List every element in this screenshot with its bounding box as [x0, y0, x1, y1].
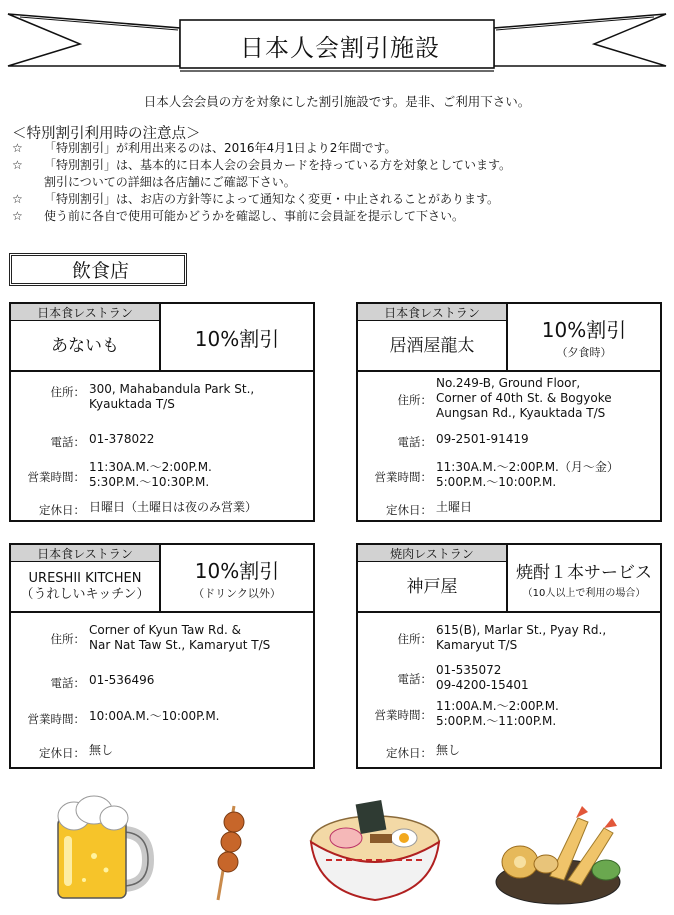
notes-list: [12, 140, 511, 225]
shop-closed-day: 無し: [436, 743, 461, 757]
note-item-continuation: 割引についての詳細は各店舗にご確認下さい。: [44, 175, 296, 189]
note-item: ☆ 「特別割引」が利用出来るのは、2016年4月1日より2年間です。: [12, 141, 397, 155]
closed-label: 定休日：: [39, 503, 85, 517]
shop-address: 615(B), Marlar St., Pyay Rd., Kamaryut T/S: [436, 623, 607, 652]
address-label: 住所：: [50, 632, 85, 646]
section-label-restaurants: 飲食店: [9, 253, 187, 286]
shop-closed-day: 土曜日: [436, 500, 473, 514]
shop-name: 居酒屋龍太: [389, 335, 475, 356]
shop-phone: 01-536496: [89, 673, 155, 687]
shop-phone: 01-535072 09-4200-15401: [436, 663, 529, 692]
phone-label: 電話：: [50, 435, 85, 449]
shop-hours: 10:00A.M.～10:00P.M.: [89, 709, 220, 723]
page-title: 日本人会割引施設: [240, 33, 440, 62]
star-icon: ☆: [12, 141, 23, 155]
shop-card-anaimo: [9, 302, 315, 522]
hours-label: 営業時間：: [374, 708, 432, 722]
shop-discount: 10%割引: [541, 318, 627, 342]
shop-category: 日本食レストラン: [11, 545, 159, 562]
shop-phone: 01-378022: [89, 432, 155, 446]
phone-label: 電話：: [397, 435, 432, 449]
shop-discount-note: （ドリンク以外）: [193, 587, 281, 600]
shop-discount: 10%割引: [194, 559, 280, 583]
shop-address: No.249-B, Ground Floor, Corner of 40th St. & Bogyoke Aungsan Rd., Kyauktada T/S: [436, 376, 612, 420]
shop-card-kobeya: [356, 543, 662, 769]
shop-closed-day: 日曜日（土曜日は夜のみ営業）: [89, 500, 258, 514]
shop-phone: 09-2501-91419: [436, 432, 529, 446]
shop-address: Corner of Kyun Taw Rd. & Nar Nat Taw St., Kamaryut T/S: [89, 623, 271, 652]
star-icon: ☆: [12, 158, 23, 172]
shop-discount-note: （夕食時）: [556, 346, 612, 359]
address-label: 住所：: [50, 385, 85, 399]
shop-address: 300, Mahabandula Park St., Kyauktada T/S: [89, 382, 255, 411]
shop-discount: 焼酎１本サービス: [516, 562, 652, 583]
hours-label: 営業時間：: [374, 470, 432, 484]
address-label: 住所：: [397, 393, 432, 407]
beer-mug-icon: [44, 792, 156, 902]
star-icon: ☆: [12, 192, 23, 206]
shop-closed-day: 無し: [89, 743, 114, 757]
ramen-bowl-icon: [306, 794, 444, 904]
closed-label: 定休日：: [39, 746, 85, 760]
yakitori-skewer-icon: [208, 804, 252, 904]
phone-label: 電話：: [50, 676, 85, 690]
shop-discount: 10%割引: [194, 326, 280, 351]
shop-name: あないも: [51, 335, 119, 356]
shop-card-ureshii-kitchen: [9, 543, 315, 769]
shop-hours: 11:00A.M.～2:00P.M. 5:00P.M.～11:00P.M.: [436, 699, 559, 728]
hours-label: 営業時間：: [27, 470, 85, 484]
shop-hours: 11:30A.M.～2:00P.M.（月～金） 5:00P.M.～10:00P.M.: [436, 460, 619, 489]
hours-label: 営業時間：: [27, 712, 85, 726]
tempura-plate-icon: [490, 802, 630, 908]
star-icon: ☆: [12, 209, 23, 223]
shop-category: 焼肉レストラン: [358, 545, 506, 562]
shop-category: 日本食レストラン: [11, 304, 159, 321]
phone-label: 電話：: [397, 672, 432, 686]
shop-card-izakaya-ryuta: [356, 302, 662, 522]
note-item: ☆ 「特別割引」は、基本的に日本人会の会員カードを持っている方を対象としています。: [12, 158, 512, 172]
closed-label: 定休日：: [386, 503, 432, 517]
note-item: ☆ 「特別割引」は、お店の方針等によって通知なく変更・中止されることがあります。: [12, 192, 500, 206]
shop-name: 神戸屋: [406, 576, 458, 597]
address-label: 住所：: [397, 632, 432, 646]
shop-category: 日本食レストラン: [358, 304, 506, 321]
shop-hours: 11:30A.M.～2:00P.M. 5:30P.M.～10:30P.M.: [89, 460, 212, 489]
closed-label: 定休日：: [386, 746, 432, 760]
note-item: ☆ 使う前に各自で使用可能かどうかを確認し、事前に会員証を提示して下さい。: [12, 209, 465, 223]
intro-text: 日本人会会員の方を対象にした割引施設です。是非、ご利用下さい。: [143, 94, 531, 109]
shop-name: URESHII KITCHEN （うれしいキッチン）: [20, 570, 150, 602]
notes-heading: ＜特別割引利用時の注意点＞: [12, 126, 201, 142]
shop-discount-note: （10人以上で利用の場合）: [522, 587, 646, 599]
